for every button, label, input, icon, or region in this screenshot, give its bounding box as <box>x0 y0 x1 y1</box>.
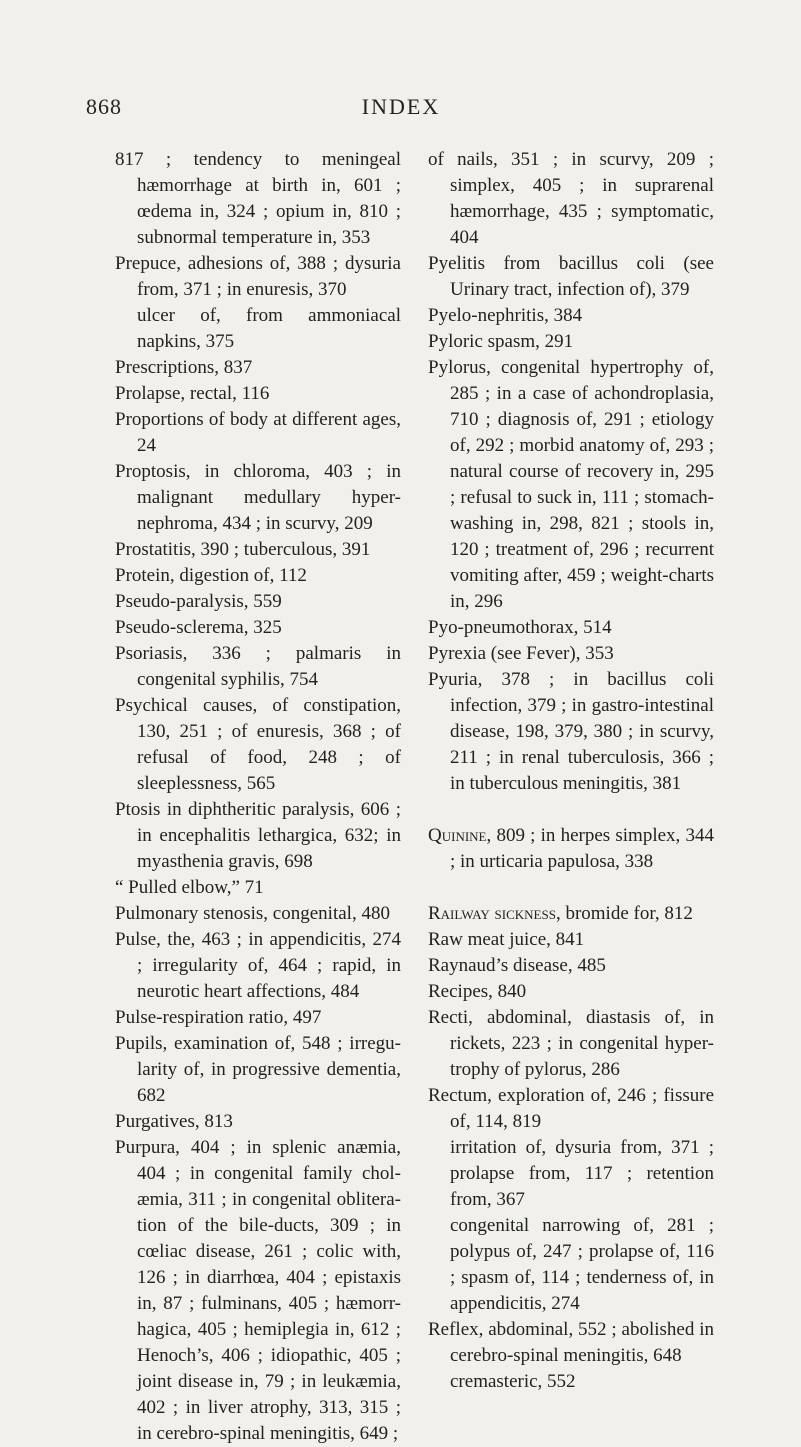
index-entry: Pyelitis from bacillus coli (see Urinary tract, infection of), 379 <box>428 253 714 300</box>
index-entry: Protein, digestion of, 112 <box>115 565 307 586</box>
index-subentry: irritation of, dysuria from, 371 ; prolapse from, 117 ; retention from, 367 <box>450 1137 714 1210</box>
index-entry: Pulmonary stenosis, congenital, 480 <box>115 903 390 924</box>
index-entry: Recipes, 840 <box>428 981 527 1002</box>
page-header <box>86 94 716 124</box>
index-entry: 817 ; tendency to meningeal hæmorrhage at birth in, 601 ; œdema in, 324 ; opium in, 810 ; subnormal temperature in, 353 <box>115 149 401 248</box>
index-entry: Prescriptions, 837 <box>115 357 253 378</box>
index-entry: Pyloric spasm, 291 <box>428 331 574 352</box>
index-entry: Proptosis, in chloroma, 403 ; in malignant medullary hyper-nephroma, 434 ; in scurvy, 209 <box>115 461 401 534</box>
left-index-column <box>115 147 401 1447</box>
index-entry: Ptosis in diphtheritic paralysis, 606 ; in encephalitis lethargica, 632; in myasthenia gravis, 698 <box>115 799 401 872</box>
index-entry: Pyuria, 378 ; in bacillus coli infection, 379 ; in gastro-intestinal disease, 198, 379, 380 ; in scurvy, 211 ; in renal tuberculosis, 366 ; in tuberculous meningitis, 381 <box>428 669 714 794</box>
page-number: 868 <box>86 94 122 119</box>
index-entry: Raynaud’s disease, 485 <box>428 955 606 976</box>
index-entry: Raw meat juice, 841 <box>428 929 585 950</box>
index-subentry: cremasteric, 552 <box>450 1371 576 1392</box>
index-entry: Pulse-respiration ratio, 497 <box>115 1007 322 1028</box>
index-entry: Pseudo-sclerema, 325 <box>115 617 282 638</box>
index-entry: “ Pulled elbow,” 71 <box>115 877 264 898</box>
index-entry: Prolapse, rectal, 116 <box>115 383 270 404</box>
index-entry: Psychical causes, of constipation, 130, 251 ; of enuresis, 368 ; of refusal of food, 248 ; of sleeplessness, 565 <box>115 695 401 794</box>
index-entry: Prepuce, adhesions of, 388 ; dysuria from, 371 ; in enuresis, 370 <box>115 253 401 300</box>
index-subentry: congenital narrowing of, 281 ; polypus of, 247 ; prolapse of, 116 ; spasm of, 114 ; tenderness of, in appendicitis, 274 <box>450 1215 714 1314</box>
index-subentry: ulcer of, from ammoniacal napkins, 375 <box>137 305 401 352</box>
section-gap <box>428 875 714 901</box>
index-entry: Reflex, abdominal, 552 ; abolished in cerebro-spinal meningitis, 648 <box>428 1319 714 1366</box>
index-entry: Quinine, 809 ; in herpes simplex, 344 ; in urticaria papulosa, 338 <box>428 825 714 872</box>
right-index-column <box>428 147 714 1395</box>
index-entry: Railway sickness, bromide for, 812 <box>428 903 693 924</box>
index-entry: Purgatives, 813 <box>115 1111 233 1132</box>
index-entry: Pyo-pneumothorax, 514 <box>428 617 612 638</box>
index-entry: Pseudo-paralysis, 559 <box>115 591 282 612</box>
index-entry: Proportions of body at different ages, 24 <box>115 409 401 456</box>
index-entry: Recti, abdominal, diastasis of, in rickets, 223 ; in congenital hyper-trophy of pylorus, 286 <box>428 1007 714 1080</box>
index-entry: Pyrexia (see Fever), 353 <box>428 643 614 664</box>
index-entry: of nails, 351 ; in scurvy, 209 ; simplex, 405 ; in suprarenal hæmorrhage, 435 ; symptomatic, 404 <box>428 149 714 248</box>
section-gap <box>428 797 714 823</box>
index-entry: Pyelo-nephritis, 384 <box>428 305 583 326</box>
index-entry: Psoriasis, 336 ; palmaris in congenital syphilis, 754 <box>115 643 401 690</box>
index-entry: Purpura, 404 ; in splenic anæmia, 404 ; in congenital family chol-æmia, 311 ; in congenital oblitera-tion of the bile-ducts, 309 ; in cœliac disease, 261 ; colic with, 126 ; in diarrhœa, 404 ; epistaxis in, 87 ; fulminans, 405 ; hæmorr-hagica, 405 ; hemiplegia in, 612 ; Henoch’s, 406 ; idiopathic, 405 ; joint disease in, 79 ; in leukæmia, 402 ; in liver atrophy, 313, 315 ; in cerebro-spinal meningitis, 649 ; <box>115 1137 401 1444</box>
index-entry: Pulse, the, 463 ; in appendicitis, 274 ; irregularity of, 464 ; rapid, in neurotic heart affections, 484 <box>115 929 401 1002</box>
running-title: INDEX <box>361 94 441 119</box>
index-entry: Pylorus, congenital hypertrophy of, 285 ; in a case of achondroplasia, 710 ; diagnosis of, 291 ; etiology of, 292 ; morbid anatomy of, 293 ; natural course of recovery in, 295 ; refusal to suck in, 111 ; stomach-washing in, 298, 821 ; stools in, 120 ; treatment of, 296 ; recurrent vomiting after, 459 ; weight-charts in, 296 <box>428 357 714 612</box>
index-entry: Pupils, examination of, 548 ; irregu-larity of, in progressive dementia, 682 <box>115 1033 401 1106</box>
index-entry: Rectum, exploration of, 246 ; fissure of, 114, 819 <box>428 1085 714 1132</box>
index-entry: Prostatitis, 390 ; tuberculous, 391 <box>115 539 371 560</box>
